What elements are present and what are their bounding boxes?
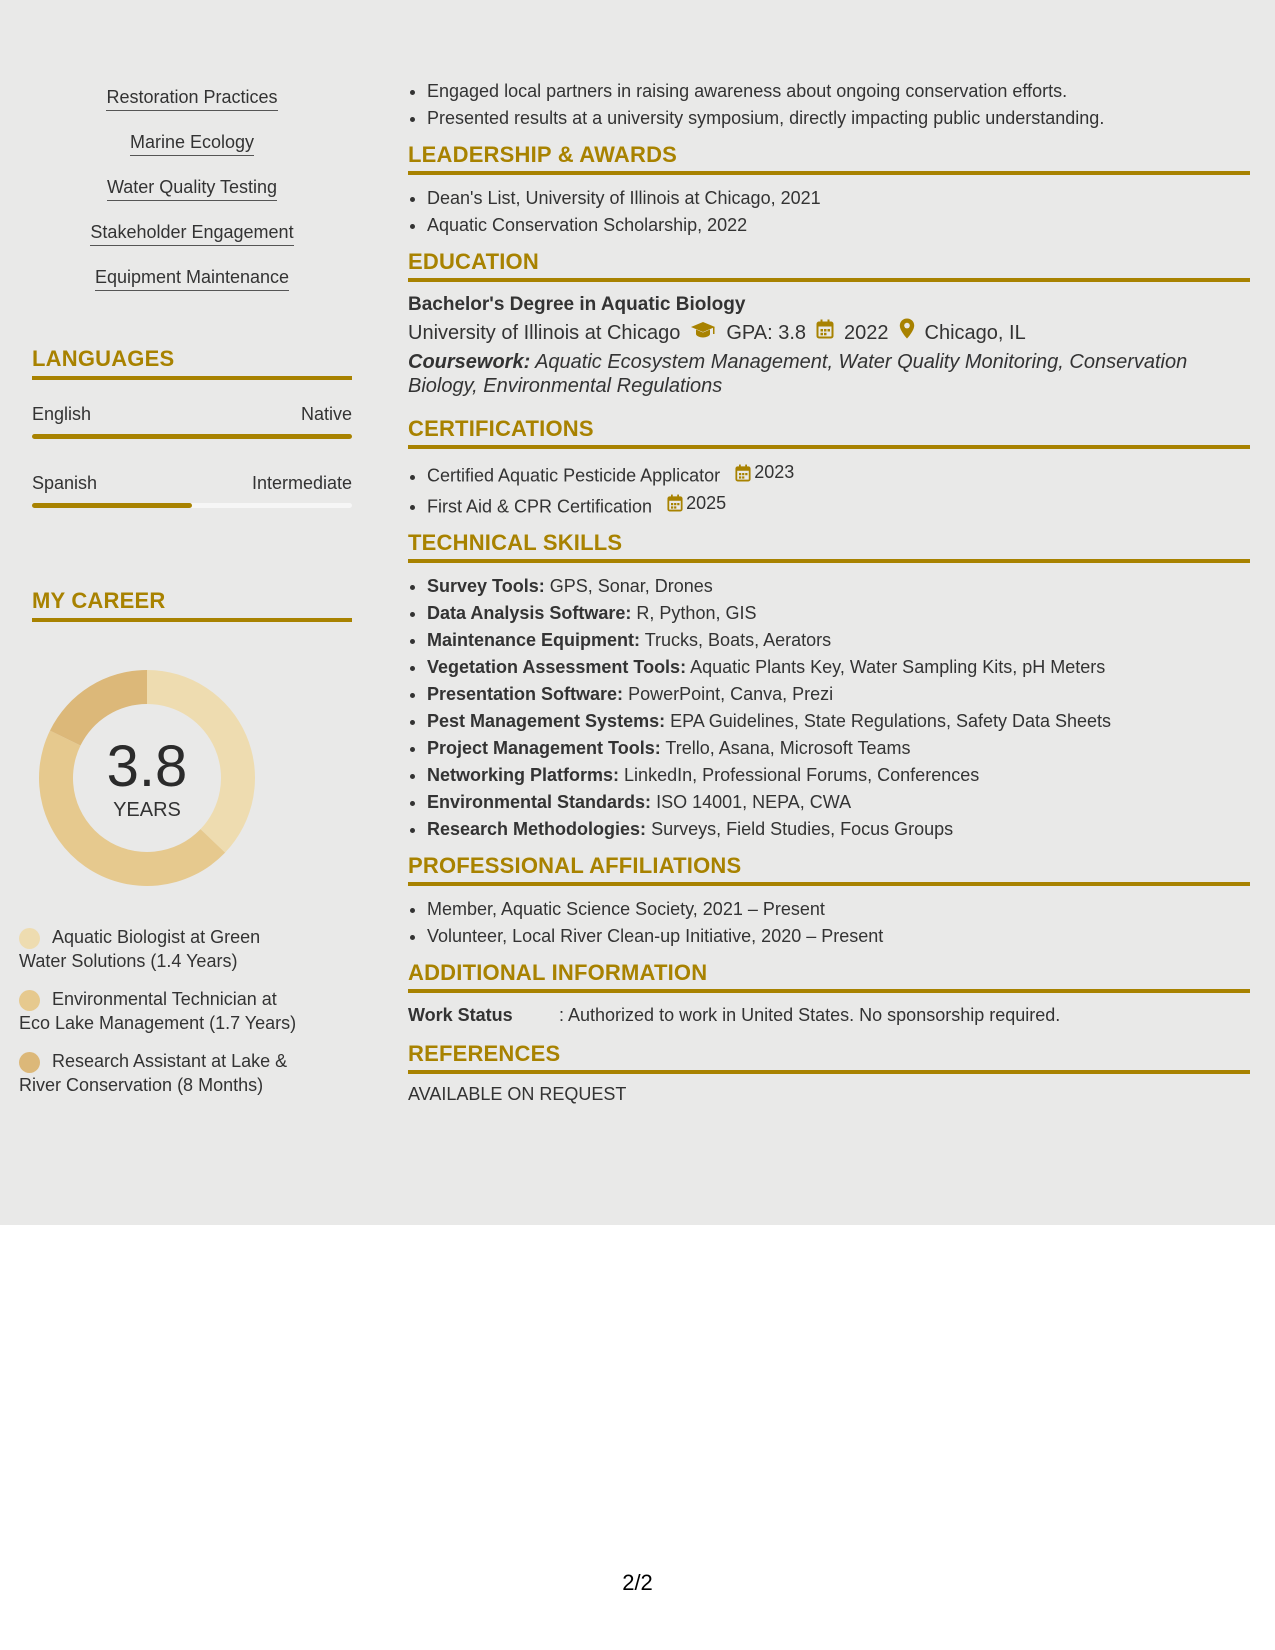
tech-skill-label: Pest Management Systems: — [427, 711, 666, 731]
career-years-unit: YEARS — [113, 799, 181, 821]
language-bar-fill — [32, 434, 352, 439]
tech-skill-item — [427, 600, 1250, 627]
tech-skill-value: Trello, Asana, Microsoft Teams — [665, 738, 911, 758]
technical-skills-section — [408, 530, 1250, 843]
tech-skill-value: Surveys, Field Studies, Focus Groups — [651, 819, 954, 839]
career-legend-item — [19, 987, 304, 1035]
experience-continued — [408, 78, 1250, 132]
skill-tag: Stakeholder Engagement — [90, 221, 293, 246]
language-name: Spanish — [32, 473, 98, 493]
affiliations-heading: PROFESSIONAL AFFILIATIONS — [408, 853, 1250, 886]
coursework-list: Aquatic Ecosystem Management, Water Quality Monitoring, Conservation Biology, Environmental Regulations — [408, 351, 1188, 397]
certification-item — [427, 459, 1250, 490]
tech-skill-label: Vegetation Assessment Tools: — [427, 657, 687, 677]
legend-dot-icon — [19, 928, 40, 949]
tech-skill-item — [427, 789, 1250, 816]
work-status-value: : Authorized to work in United States. No sponsorship required. — [559, 1005, 1061, 1025]
graduation-cap-icon — [690, 318, 716, 348]
certification-item — [427, 490, 1250, 521]
certification-year: 2025 — [686, 492, 727, 513]
tech-skill-item — [427, 573, 1250, 600]
tech-skill-value: ISO 14001, NEPA, CWA — [656, 792, 852, 812]
tech-skill-item — [427, 762, 1250, 789]
tech-skill-label: Presentation Software: — [427, 684, 624, 704]
education-heading: EDUCATION — [408, 249, 1250, 282]
language-level: Native — [300, 404, 352, 424]
career-legend — [19, 925, 304, 1111]
career-legend-label: Aquatic Biologist at Green Water Solutions (1.4 Years) — [19, 927, 261, 971]
work-status-label: Work Status — [408, 1005, 513, 1025]
certifications-section — [408, 416, 1250, 520]
career-donut-chart — [34, 665, 260, 891]
gpa-value: GPA: 3.8 — [726, 322, 807, 344]
tech-skill-item — [427, 816, 1250, 843]
leadership-section — [408, 142, 1250, 239]
tech-skill-label: Survey Tools: — [427, 576, 545, 596]
tech-skill-item — [427, 681, 1250, 708]
calendar-icon — [735, 464, 751, 482]
calendar-icon — [667, 494, 683, 512]
tech-skill-value: R, Python, GIS — [636, 603, 757, 623]
languages-heading: LANGUAGES — [32, 346, 352, 380]
tech-skill-item — [427, 735, 1250, 762]
language-bar-fill — [32, 503, 192, 508]
affiliation-item: • Member, Aquatic Science Society, 2021 – Present — [427, 896, 1250, 923]
skill-tag: Equipment Maintenance — [95, 266, 289, 291]
tech-skill-value: EPA Guidelines, State Regulations, Safety Data Sheets — [670, 711, 1112, 731]
certification-date — [667, 490, 726, 517]
legend-dot-icon — [19, 990, 40, 1011]
coursework — [408, 350, 1250, 398]
skills-list — [32, 86, 352, 311]
language-level: Intermediate — [251, 473, 352, 493]
tech-skill-value: Trucks, Boats, Aerators — [644, 630, 832, 650]
references-text: AVAILABLE ON REQUEST — [408, 1084, 627, 1104]
tech-skill-label: Research Methodologies: — [427, 819, 647, 839]
page-number: 2/2 — [622, 1570, 653, 1595]
right-column — [408, 78, 1250, 1115]
references-heading: REFERENCES — [408, 1041, 1250, 1074]
degree-title: Bachelor's Degree in Aquatic Biology — [408, 294, 746, 315]
skill-tag: Water Quality Testing — [107, 176, 277, 201]
tech-skill-label: Data Analysis Software: — [427, 603, 632, 623]
tech-skill-label: Maintenance Equipment: — [427, 630, 641, 650]
location-pin-icon — [899, 318, 915, 348]
certification-name: Certified Aquatic Pesticide Applicator — [427, 465, 721, 486]
language-name: English — [32, 404, 92, 424]
career-total-years: 3.8 — [106, 734, 188, 799]
tech-skill-label: Networking Platforms: — [427, 765, 620, 785]
education-section — [408, 249, 1250, 398]
career-heading: MY CAREER — [32, 588, 352, 622]
additional-info-section — [408, 960, 1250, 1031]
leadership-heading: LEADERSHIP & AWARDS — [408, 142, 1250, 175]
affiliation-item: • Volunteer, Local River Clean-up Initiative, 2020 – Present — [427, 923, 1250, 950]
tech-skill-item — [427, 708, 1250, 735]
career-legend-label: Research Assistant at Lake & River Conservation (8 Months) — [19, 1051, 288, 1095]
language-bar — [32, 434, 352, 439]
technical-skills-heading: TECHNICAL SKILLS — [408, 530, 1250, 563]
tech-skill-value: GPS, Sonar, Drones — [549, 576, 713, 596]
additional-info-heading: ADDITIONAL INFORMATION — [408, 960, 1250, 993]
certifications-heading: CERTIFICATIONS — [408, 416, 1250, 449]
graduation-year: 2022 — [844, 322, 889, 344]
affiliations-section — [408, 853, 1250, 950]
references-section — [408, 1041, 1250, 1105]
skill-tag: Marine Ecology — [130, 131, 254, 156]
experience-bullet: • Engaged local partners in raising awareness about ongoing conservation efforts. — [427, 78, 1250, 105]
skill-tag: Restoration Practices — [106, 86, 277, 111]
tech-skill-label: Environmental Standards: — [427, 792, 652, 812]
certification-name: First Aid & CPR Certification — [427, 496, 653, 516]
tech-skill-item — [427, 654, 1250, 681]
tech-skill-label: Project Management Tools: — [427, 738, 661, 758]
school-name: University of Illinois at Chicago — [408, 322, 681, 344]
certification-year: 2023 — [754, 462, 795, 482]
legend-dot-icon — [19, 1052, 40, 1073]
tech-skill-value: Aquatic Plants Key, Water Sampling Kits, pH Meters — [690, 657, 1106, 677]
certification-date — [735, 459, 794, 486]
calendar-icon — [816, 318, 834, 348]
career-legend-item — [19, 925, 304, 973]
tech-skill-value: LinkedIn, Professional Forums, Conferences — [624, 765, 980, 785]
language-bar — [32, 503, 352, 508]
award-item: • Aquatic Conservation Scholarship, 2022 — [427, 212, 1250, 239]
coursework-label: Coursework: — [408, 351, 531, 373]
tech-skill-value: PowerPoint, Canva, Prezi — [628, 684, 834, 704]
school-location: Chicago, IL — [924, 322, 1026, 344]
career-legend-label: Environmental Technician at Eco Lake Management (1.7 Years) — [19, 989, 297, 1033]
work-status-row — [408, 1003, 1250, 1031]
education-meta — [408, 318, 1250, 348]
tech-skill-item — [427, 627, 1250, 654]
award-item: • Dean's List, University of Illinois at Chicago, 2021 — [427, 185, 1250, 212]
career-legend-item — [19, 1049, 304, 1097]
experience-bullet: • Presented results at a university symposium, directly impacting public understanding. — [427, 105, 1250, 132]
